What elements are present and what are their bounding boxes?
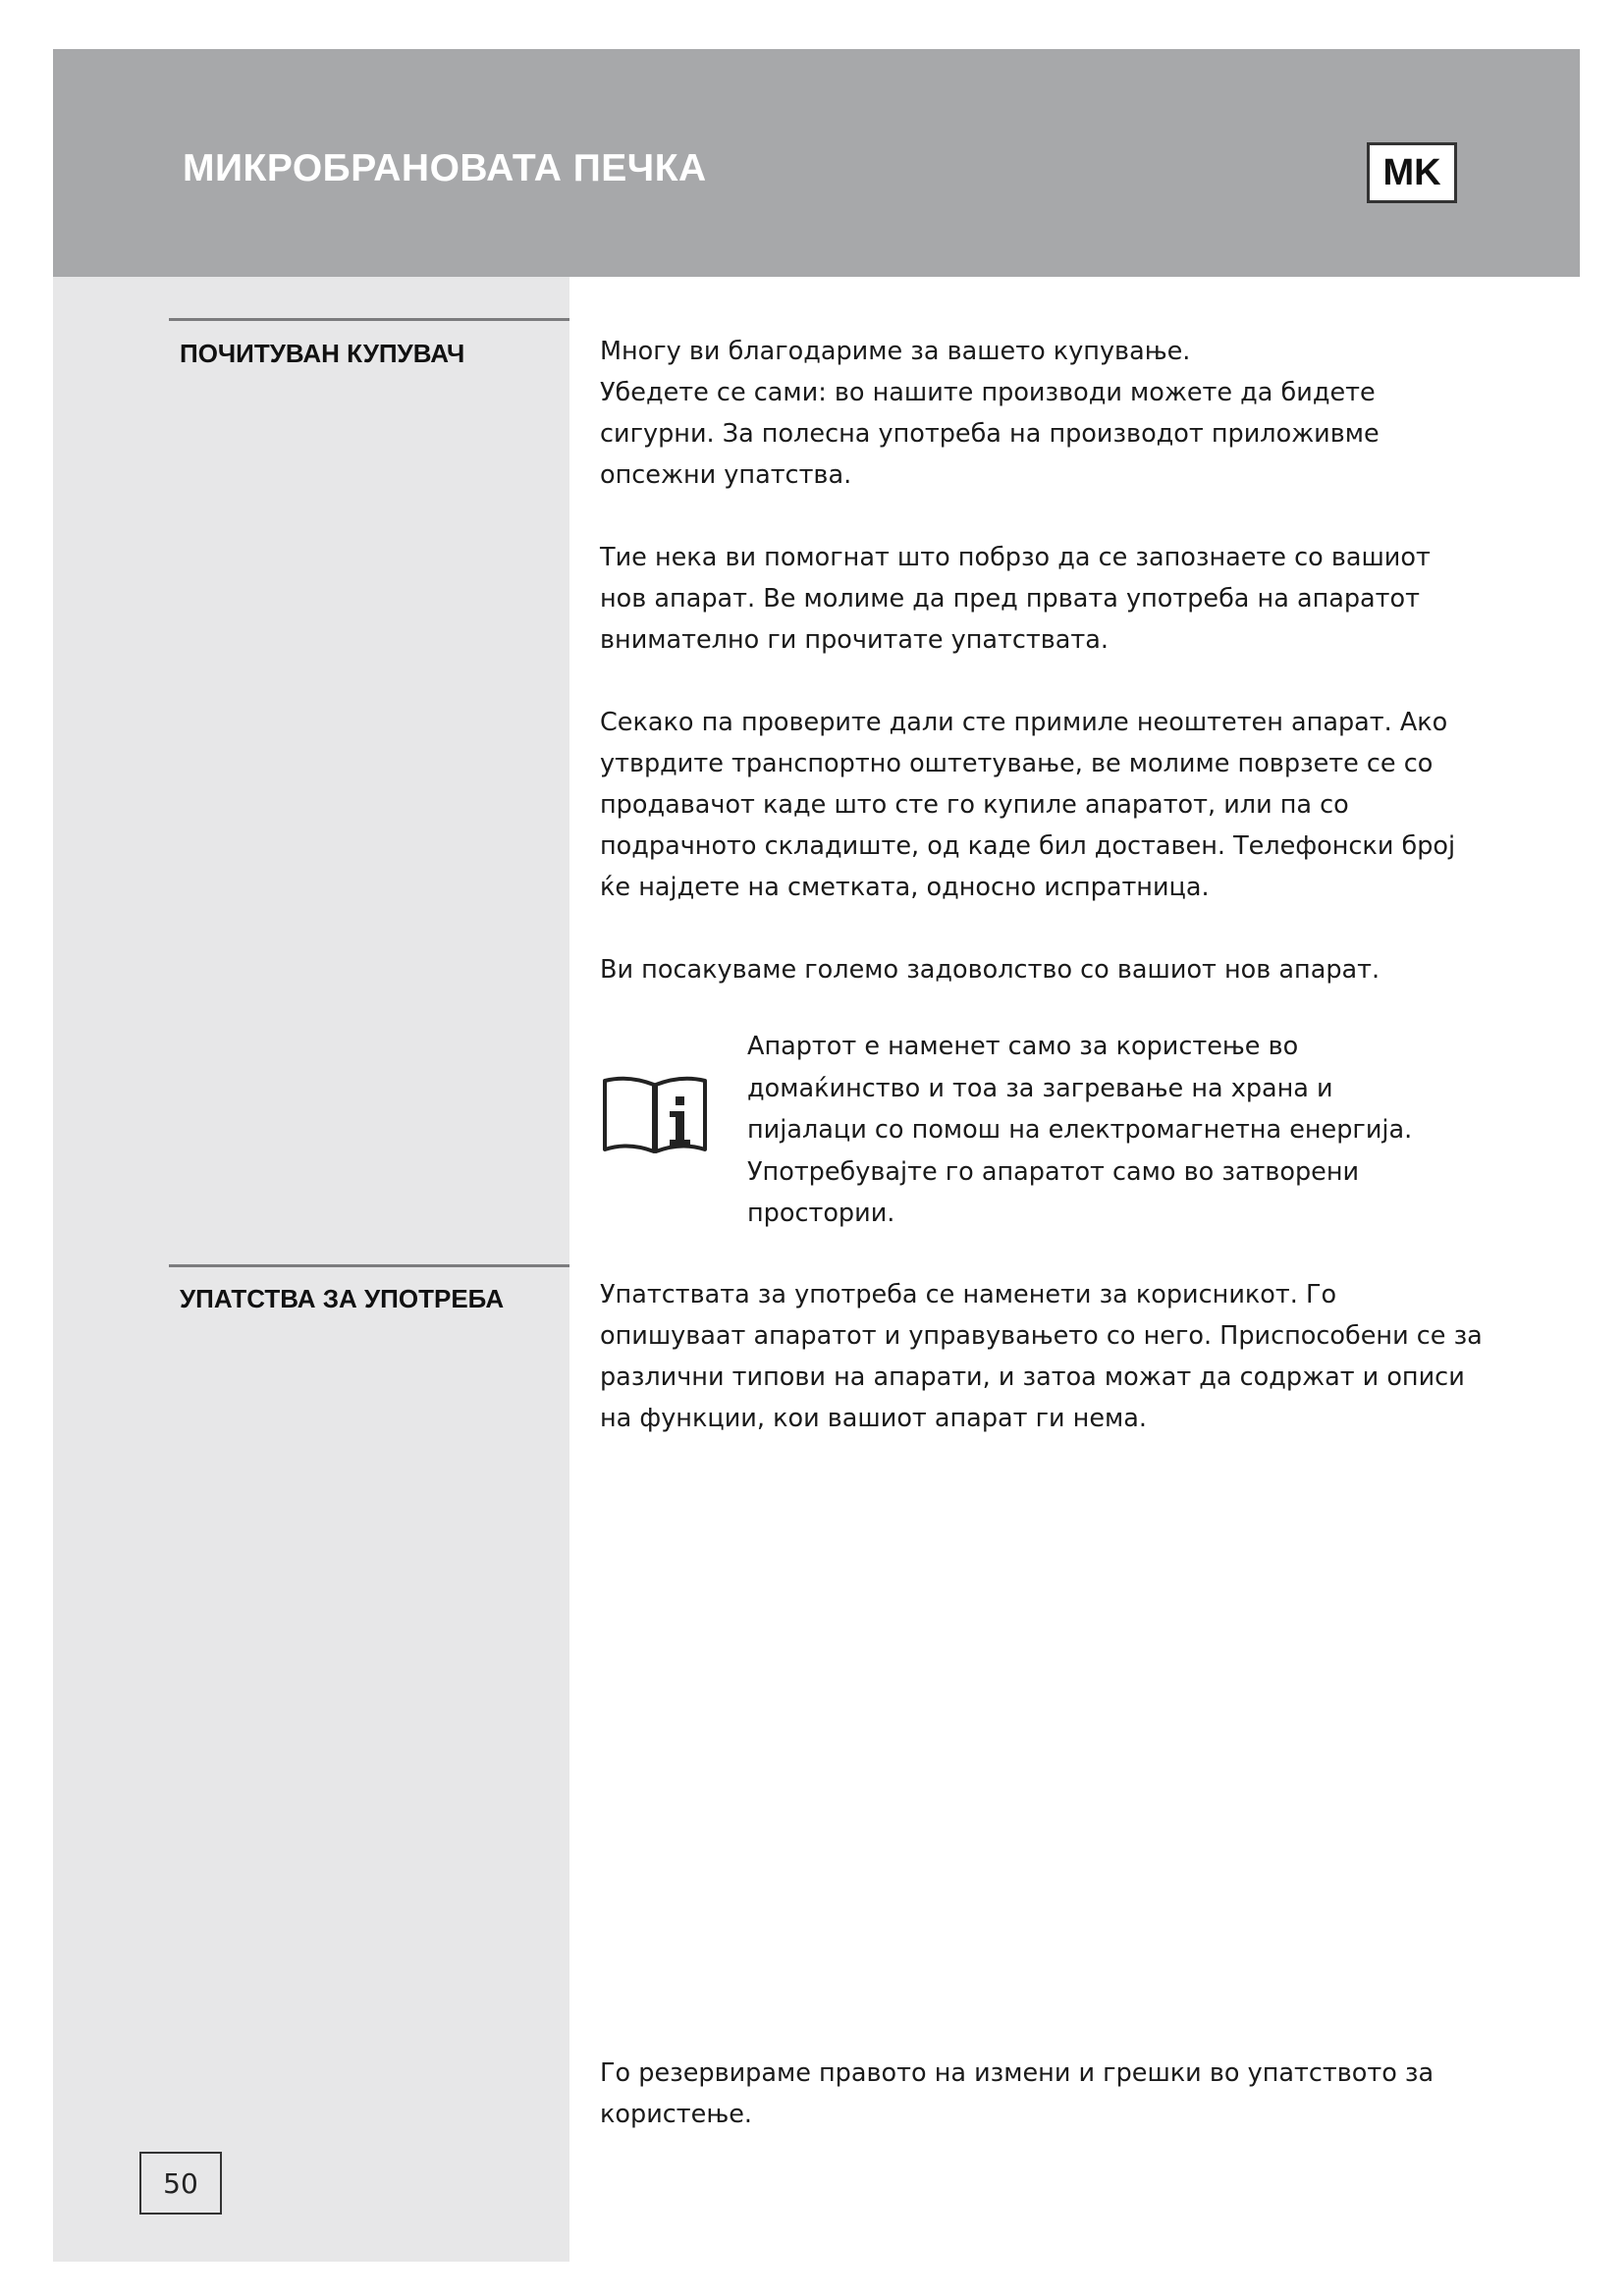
manual-info-icon [601, 1075, 709, 1155]
info-note: Апартот е наменет само за користење во домаќинство и тоа за загревање на храна и пијалаци со помош на електромагнетна енергија. Употребувајте го апаратот само во затворени простории. [747, 1032, 1413, 1228]
page-title: МИКРОБРАНОВАТА ПЕЧКА [183, 147, 707, 189]
paragraph: Секако па проверите дали сте примиле неоштетен апарат. Ако утврдите транспортно оштетување, ве молиме поврзете се со продавачот каде што сте го купиле апаратот, или па со подрачното складиште, од каде бил доставен. Телефонски број ќе најдете на сметката, односно испратница. [600, 708, 1456, 902]
footer-note [600, 2053, 1464, 2135]
section-heading-dear-customer: ПОЧИТУВАН КУПУВАЧ [180, 339, 465, 368]
dear-customer-text [600, 331, 1484, 990]
paragraph: Го резервираме правото на измени и грешки во упатството за користење. [600, 2058, 1435, 2129]
section-divider [169, 318, 569, 321]
paragraph: Ви посакуваме големо задоволство со вашиот нов апарат. [600, 955, 1380, 985]
side-column [53, 277, 569, 2262]
section-divider [169, 1264, 569, 1267]
paragraph: Многу ви благодариме за вашето купување. Убедете се сами: во нашите производи можете да бидете сигурни. За полесна употреба на производот приложивме опсежни упатства. [600, 337, 1380, 490]
instructions-text [600, 1274, 1484, 1439]
language-badge: MK [1367, 142, 1457, 203]
paragraph: Тие нека ви помогнат што побрзо да се запознаете со вашиот нов апарат. Ве молиме да пред првата употреба на апаратот внимателно ги прочитате упатствата. [600, 543, 1431, 655]
section-heading-instructions: УПАТСТВА ЗА УПОТРЕБА [180, 1284, 505, 1313]
paragraph: Упатствата за употреба се наменети за корисникот. Го опишуваат апаратот и управувањето со него. Приспособени се за различни типови на апарати, и затоа можат да содржат и описи на функции, кои вашиот апарат ги нема. [600, 1280, 1483, 1433]
page-number: 50 [139, 2152, 222, 2215]
